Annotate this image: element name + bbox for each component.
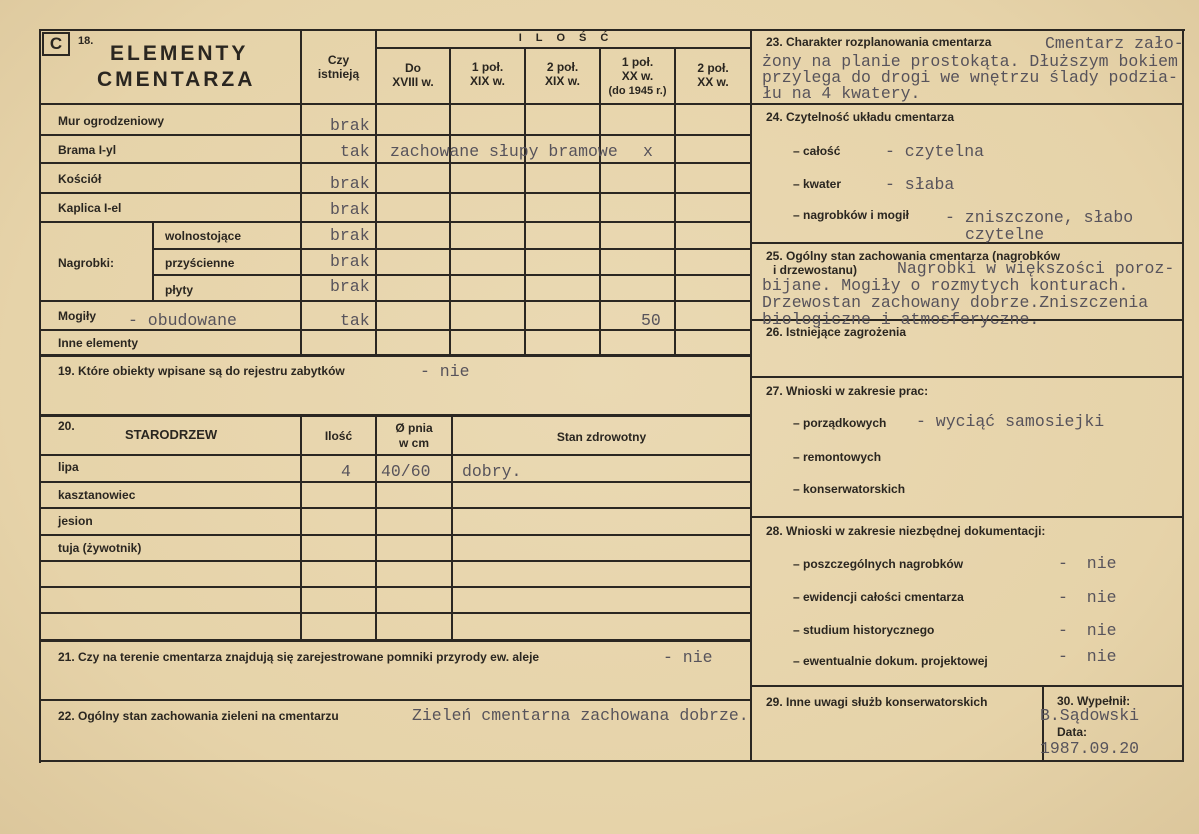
exists-header-line2: istnieją (317, 67, 360, 81)
trees-header-count: Ilość (324, 429, 353, 443)
documentation-item-label: – studium historycznego (793, 623, 935, 637)
section-18-title-line2: CMENTARZA (97, 68, 256, 91)
section-19-value: - nie (420, 362, 470, 381)
documentation-item-value: - nie (1058, 554, 1117, 573)
grid-line (40, 192, 751, 194)
grid-line (40, 354, 751, 357)
date-label: Data: (1057, 725, 1088, 739)
documentation-item-value: - nie (1058, 588, 1117, 607)
grid-line (40, 162, 751, 164)
row-exists-value: brak (330, 200, 370, 219)
works-item-value: - wyciąć samosiejki (916, 412, 1105, 431)
grid-line (449, 47, 451, 356)
row-mark: x (643, 142, 653, 161)
row-label: Kościół (58, 172, 102, 186)
section-19-label: 19. Które obiekty wpisane są do rejestru zabytków (58, 364, 345, 378)
row-exists-value: brak (330, 174, 370, 193)
section-25-label-cont: i drzewostanu) (773, 263, 858, 277)
section-23-text: łu na 4 kwatery. (762, 84, 921, 103)
section-18-number: 18. (78, 35, 94, 47)
grid-line (40, 103, 751, 105)
section-22-label: 22. Ogólny stan zachowania zieleni na cmentarzu (58, 709, 339, 723)
tombstone-type-label: przyścienne (165, 256, 235, 270)
period-header: 2 poł. (546, 60, 579, 74)
period-header: XIX w. (545, 74, 580, 88)
grid-line (152, 248, 751, 250)
section-30-label: 30. Wypełnił: (1057, 694, 1131, 708)
grid-line (40, 699, 751, 701)
period-header: Do (405, 61, 421, 75)
tombstone-type-label: płyty (165, 283, 194, 297)
tree-name: kasztanowiec (58, 488, 136, 502)
date-value: 1987.09.20 (1040, 739, 1140, 758)
tree-name: tuja (żywotnik) (58, 541, 142, 555)
grid-line (40, 414, 751, 417)
grid-line (751, 376, 1184, 378)
legibility-item-value-cont: czytelne (965, 225, 1045, 244)
documentation-item-value: - nie (1058, 621, 1117, 640)
trees-header-health: Stan zdrowotny (556, 430, 647, 444)
row-exists-value: brak (330, 252, 370, 271)
grid-line (375, 47, 751, 49)
period-header: XIX w. (470, 74, 505, 88)
graves-count: 50 (641, 311, 661, 330)
period-header: XX w. (697, 75, 729, 89)
graves-label: Mogiły (58, 309, 96, 323)
card-code-box: C (42, 32, 70, 56)
period-header: 1 poł. (471, 60, 504, 74)
graves-exists-value: tak (340, 311, 370, 330)
row-label: Kaplica I-el (58, 201, 122, 215)
section-24-label: 24. Czytelność układu cmentarza (766, 110, 955, 124)
legibility-item-label: – całość (793, 144, 841, 158)
period-header: 1 poł. (621, 55, 654, 69)
grid-line (39, 29, 41, 763)
exists-header-line1: Czy (327, 53, 350, 67)
grid-line (40, 454, 751, 456)
section-21-label: 21. Czy na terenie cmentarza znajdują się zarejestrowane pomniki przyrody ew. aleje (58, 650, 540, 664)
grid-line (40, 639, 751, 642)
section-20-number: 20. (58, 419, 75, 433)
section-27-label: 27. Wnioski w zakresie prac: (766, 384, 929, 398)
legibility-item-label: – nagrobków i mogił (793, 208, 910, 222)
grid-line (40, 221, 751, 223)
legibility-item-value: - zniszczone, słabo (945, 208, 1134, 227)
row-note: zachowane słupy bramowe (390, 142, 618, 161)
grid-line (40, 481, 751, 483)
trees-header-diameter-unit: w cm (398, 436, 429, 450)
other-elements-label: Inne elementy (58, 336, 139, 350)
row-exists-value: brak (330, 226, 370, 245)
section-23-text: przylega do drogi we wnętrzu ślady podzia- (762, 68, 1178, 87)
row-exists-value: tak (340, 142, 370, 161)
trees-header-diameter: Ø pnia (395, 421, 433, 435)
quantity-header: ILOŚĆ (518, 32, 623, 44)
grid-line (1182, 29, 1184, 761)
section-22-value: Zieleń cmentarna zachowana dobrze. (412, 706, 749, 725)
section-28-label: 28. Wnioski w zakresie niezbędnej dokumentacji: (766, 524, 1046, 538)
documentation-item-label: – ewentualnie dokum. projektowej (793, 654, 988, 668)
grid-line (750, 29, 752, 762)
documentation-item-value: - nie (1058, 647, 1117, 666)
grid-line (524, 47, 526, 356)
row-label: Brama I-yl (58, 143, 117, 157)
tree-count: 4 (341, 462, 351, 481)
grid-line (40, 612, 751, 614)
grid-line (152, 221, 154, 301)
tombstones-label: Nagrobki: (58, 256, 115, 270)
legibility-item-value: - słaba (885, 175, 955, 194)
row-exists-value: brak (330, 116, 370, 135)
period-header: XVIII w. (392, 75, 434, 89)
legibility-item-label: – kwater (793, 177, 842, 191)
works-item-label: – konserwatorskich (793, 482, 906, 496)
section-25-text: Nagrobki w większości poroz- (897, 259, 1175, 278)
tree-health: dobry. (462, 462, 522, 481)
grid-line (40, 534, 751, 536)
section-25-text: biologiczne i atmosferyczne. (762, 310, 1040, 329)
period-header: (do 1945 r.) (608, 85, 667, 97)
section-21-value: - nie (663, 648, 713, 667)
period-header: XX w. (621, 69, 654, 83)
tree-name: lipa (58, 460, 79, 474)
grid-line (152, 274, 751, 276)
legibility-item-value: - czytelna (885, 142, 985, 161)
filled-by-name: B.Sądowski (1040, 706, 1140, 725)
grid-line (751, 516, 1184, 518)
documentation-item-label: – poszczególnych nagrobków (793, 557, 964, 571)
tombstone-type-label: wolnostojące (165, 229, 242, 243)
section-26-label: 26. Istniejące zagrożenia (766, 325, 907, 339)
section-23-text: Cmentarz zało- (1045, 34, 1184, 53)
grid-line (40, 300, 751, 302)
section-25-label: 25. Ogólny stan zachowania cmentarza (nagrobków (766, 249, 1061, 263)
documentation-item-label: – ewidencji całości cmentarza (793, 590, 964, 604)
grid-line (300, 415, 302, 641)
section-29-label: 29. Inne uwagi służb konserwatorskich (766, 695, 988, 709)
works-item-label: – remontowych (793, 450, 882, 464)
grid-line (39, 760, 1184, 762)
works-item-label: – porządkowych (793, 416, 887, 430)
section-25-text: Drzewostan zachowany dobrze.Zniszczenia (762, 293, 1149, 312)
tree-name: jesion (58, 514, 93, 528)
row-exists-value: brak (330, 277, 370, 296)
graves-note: - obudowane (128, 311, 237, 330)
tree-diameter: 40/60 (381, 462, 431, 481)
grid-line (40, 134, 751, 136)
grid-line (40, 507, 751, 509)
grid-line (751, 685, 1184, 687)
period-header: 2 poł. (697, 61, 729, 75)
grid-line (40, 586, 751, 588)
section-23-text: żony na planie prostokąta. Dłuższym bokiem (762, 52, 1178, 71)
section-18-title-line1: ELEMENTY (110, 42, 249, 65)
row-label: Mur ogrodzeniowy (58, 114, 164, 128)
grid-line (751, 103, 1184, 105)
grid-line (40, 560, 751, 562)
trees-header-name: STARODRZEW (125, 427, 218, 442)
section-25-text: bijane. Mogiły o rozmytych konturach. (762, 276, 1129, 295)
section-23-label: 23. Charakter rozplanowania cmentarza (766, 35, 992, 49)
